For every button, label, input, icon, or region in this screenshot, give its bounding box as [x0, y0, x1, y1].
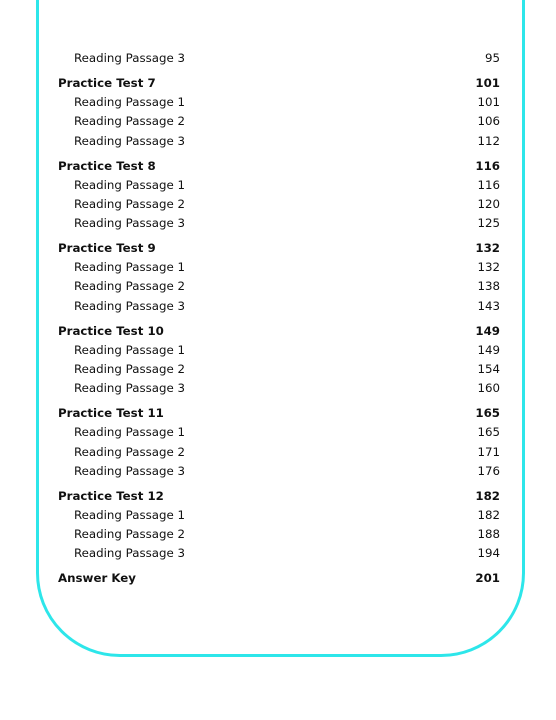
toc-entry-page: 116	[477, 177, 500, 192]
toc-entry-title: Reading Passage 2	[74, 196, 185, 211]
table-of-contents	[58, 49, 500, 588]
toc-section-heading[interactable]	[58, 322, 500, 341]
toc-entry-page: 101	[477, 95, 500, 110]
toc-entry-title: Practice Test 11	[58, 406, 164, 421]
toc-entry-title: Reading Passage 3	[74, 216, 185, 231]
toc-section-heading[interactable]	[58, 404, 500, 423]
toc-entry-title: Reading Passage 2	[74, 114, 185, 129]
toc-entry-page: 201	[475, 571, 500, 586]
toc-entry-title: Reading Passage 1	[74, 177, 185, 192]
toc-entry-title: Reading Passage 2	[74, 279, 185, 294]
toc-section-heading[interactable]	[58, 239, 500, 258]
toc-entry-page: 165	[475, 406, 500, 421]
toc-entry-title: Reading Passage 2	[74, 362, 185, 376]
toc-entry-title: Practice Test 12	[58, 488, 164, 503]
toc-section-heading[interactable]	[58, 157, 500, 176]
toc-section-heading[interactable]	[58, 569, 500, 588]
toc-entry-page: 101	[475, 75, 500, 90]
toc-entry[interactable]	[58, 443, 500, 462]
toc-entry-page: 149	[475, 323, 500, 338]
toc-entry-title: Reading Passage 1	[74, 425, 185, 440]
toc-entry[interactable]	[58, 112, 500, 131]
toc-entry-title: Practice Test 8	[58, 158, 156, 173]
toc-entry[interactable]	[58, 176, 500, 195]
toc-entry[interactable]	[58, 360, 500, 379]
toc-entry[interactable]	[58, 195, 500, 214]
toc-section-heading[interactable]	[58, 487, 500, 506]
toc-entry-title: Reading Passage 3	[74, 463, 185, 478]
toc-entry[interactable]	[58, 93, 500, 112]
toc-entry-title: Reading Passage 3	[74, 546, 185, 561]
toc-entry-page: 165	[477, 425, 500, 440]
toc-entry[interactable]	[58, 214, 500, 233]
toc-entry-title: Reading Passage 3	[74, 51, 185, 65]
toc-entry-title: Reading Passage 3	[74, 298, 185, 313]
toc-entry-title: Reading Passage 1	[74, 342, 185, 357]
toc-entry[interactable]	[58, 462, 500, 481]
toc-entry-title: Reading Passage 1	[74, 95, 185, 110]
toc-entry-page: 143	[477, 298, 500, 313]
toc-entry-title: Reading Passage 1	[74, 260, 185, 275]
toc-entry[interactable]	[58, 297, 500, 316]
toc-entry[interactable]	[58, 132, 500, 151]
toc-entry-title: Reading Passage 1	[74, 507, 185, 522]
toc-entry[interactable]	[58, 423, 500, 442]
toc-entry[interactable]	[58, 379, 500, 398]
toc-entry-page: 112	[477, 133, 500, 148]
toc-entry-page: 106	[477, 114, 500, 129]
toc-entry-page: 160	[477, 381, 500, 396]
toc-entry[interactable]	[58, 258, 500, 277]
toc-entry-page: 132	[475, 241, 500, 256]
toc-entry-page: 154	[477, 362, 500, 376]
toc-entry-title: Practice Test 10	[58, 323, 164, 338]
toc-entry-title: Reading Passage 2	[74, 527, 185, 542]
toc-entry-title: Reading Passage 2	[74, 444, 185, 459]
toc-entry-page: 171	[477, 444, 500, 459]
toc-entry[interactable]	[58, 341, 500, 360]
toc-entry-page: 95	[484, 51, 500, 65]
toc-entry-page: 116	[475, 158, 500, 173]
toc-entry-page: 182	[475, 488, 500, 503]
toc-entry-title: Reading Passage 3	[74, 381, 185, 396]
toc-entry-page: 132	[477, 260, 500, 275]
toc-entry-page: 194	[477, 546, 500, 561]
toc-entry-page: 149	[477, 342, 500, 357]
toc-entry-page: 188	[477, 527, 500, 542]
toc-entry[interactable]	[58, 544, 500, 563]
toc-entry[interactable]	[58, 277, 500, 296]
toc-entry-page: 182	[477, 507, 500, 522]
toc-entry-page: 125	[477, 216, 500, 231]
toc-entry-page: 176	[477, 463, 500, 478]
toc-entry-title: Reading Passage 3	[74, 133, 185, 148]
toc-section-heading[interactable]	[58, 74, 500, 93]
toc-entry[interactable]	[58, 525, 500, 544]
toc-entry-title: Answer Key	[58, 571, 136, 586]
toc-entry-page: 120	[477, 196, 500, 211]
toc-entry[interactable]	[58, 506, 500, 525]
toc-entry[interactable]	[58, 49, 500, 68]
toc-entry-title: Practice Test 9	[58, 241, 156, 256]
toc-entry-title: Practice Test 7	[58, 75, 156, 90]
toc-entry-page: 138	[477, 279, 500, 294]
